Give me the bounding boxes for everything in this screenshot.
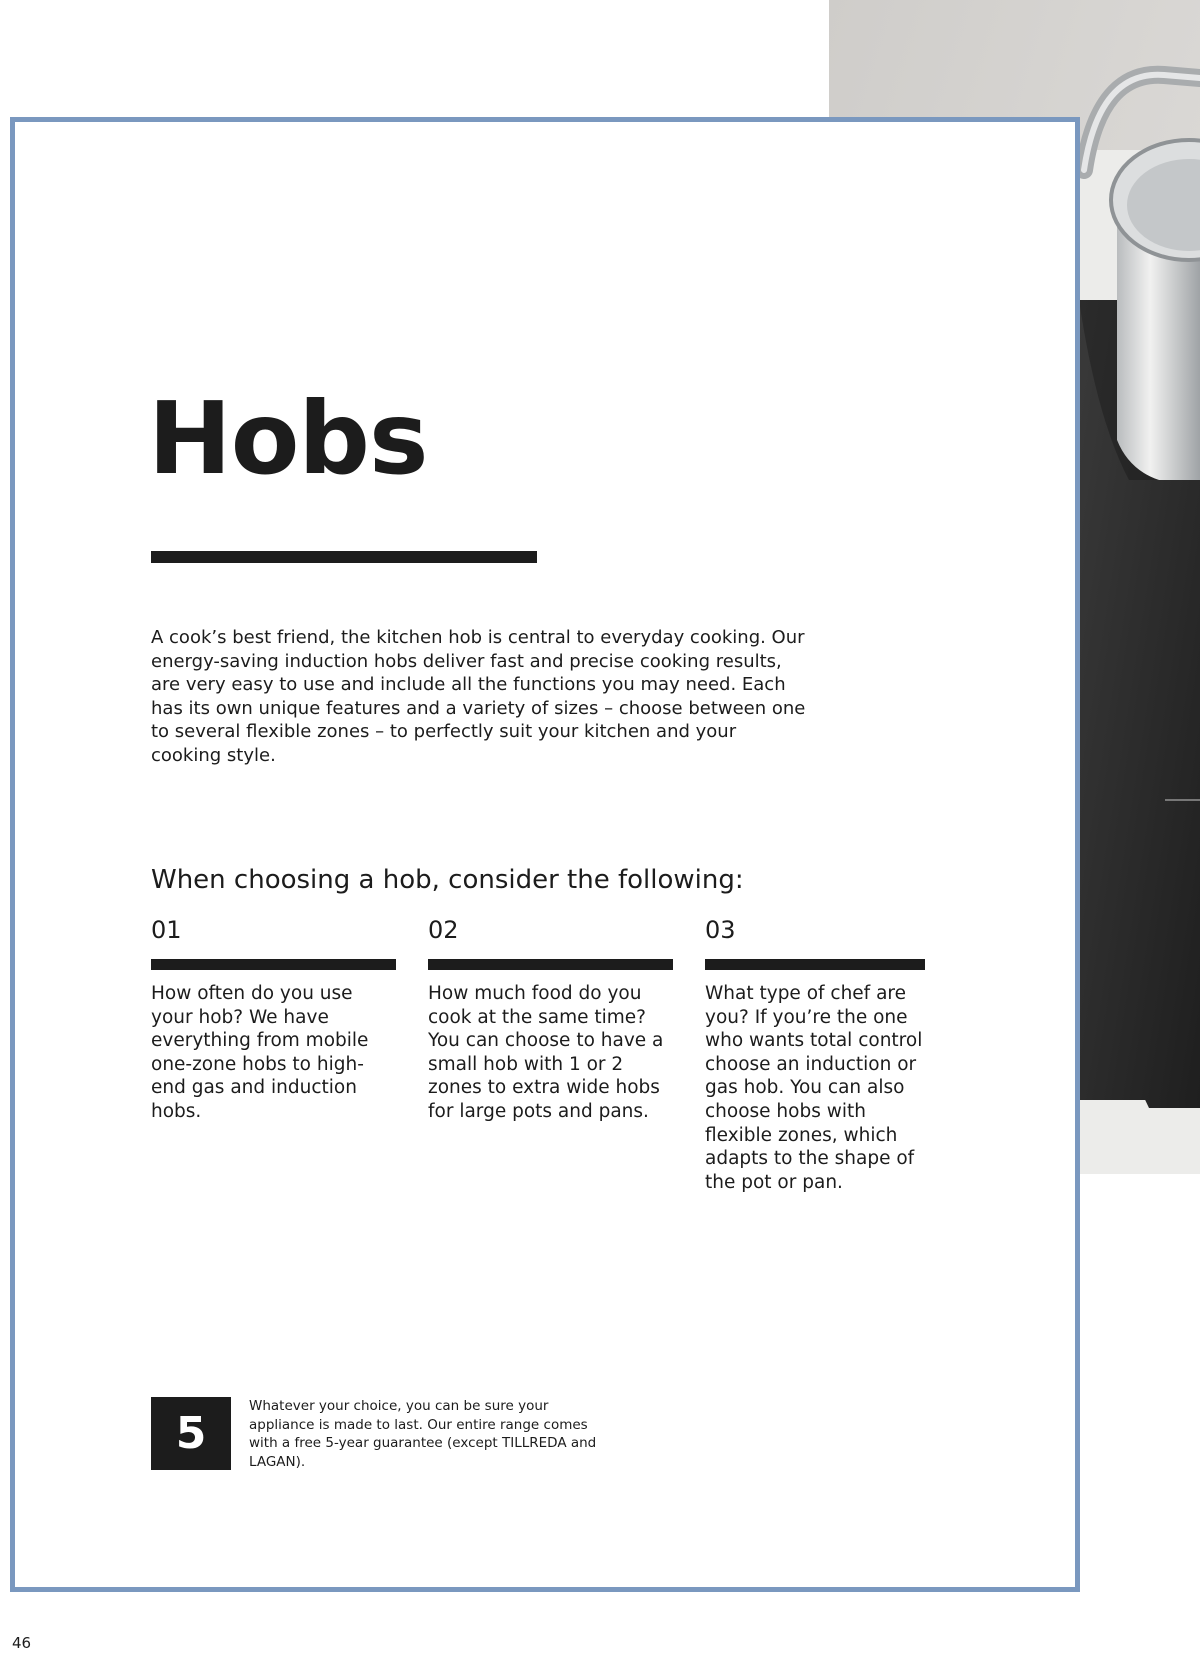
point-column	[705, 915, 925, 1194]
point-column	[428, 915, 673, 1124]
point-text: What type of chef are you? If you’re the one who wants total control choose an induction or gas hob. You can also choose hobs with flexible zones, which adapts to the shape of the pot or pan.	[705, 983, 923, 1193]
point-number: 03	[705, 916, 736, 944]
content-frame	[10, 117, 1080, 1592]
point-divider	[428, 959, 673, 970]
page-number: 46	[12, 1634, 32, 1652]
guarantee-badge: 5	[151, 1397, 231, 1470]
point-number: 02	[428, 916, 459, 944]
point-divider	[705, 959, 925, 970]
point-column	[151, 915, 396, 1124]
guarantee-text: Whatever your choice, you can be sure your appliance is made to last. Our entire range comes with a free 5-year guarantee (except TILLREDA and LAGAN).	[249, 1398, 597, 1470]
point-text: How much food do you cook at the same time? You can choose to have a small hob with 1 or 2 zones to extra wide hobs for large pots and pans.	[428, 983, 664, 1122]
point-number: 01	[151, 916, 182, 944]
consider-heading: When choosing a hob, consider the following:	[151, 865, 744, 895]
point-divider	[151, 959, 396, 970]
title-divider	[151, 551, 537, 563]
point-text: How often do you use your hob? We have everything from mobile one-zone hobs to high-end gas and induction hobs.	[151, 983, 369, 1122]
intro-paragraph: A cook’s best friend, the kitchen hob is central to everyday cooking. Our energy-saving induction hobs deliver fast and precise cooking results, are very easy to use and include all the functions you may need. Each has its own unique features and a variety of sizes – choose between one to several flexible zones – to perfectly suit your kitchen and your cooking style.	[151, 627, 806, 766]
page-title: Hobs	[148, 380, 428, 497]
